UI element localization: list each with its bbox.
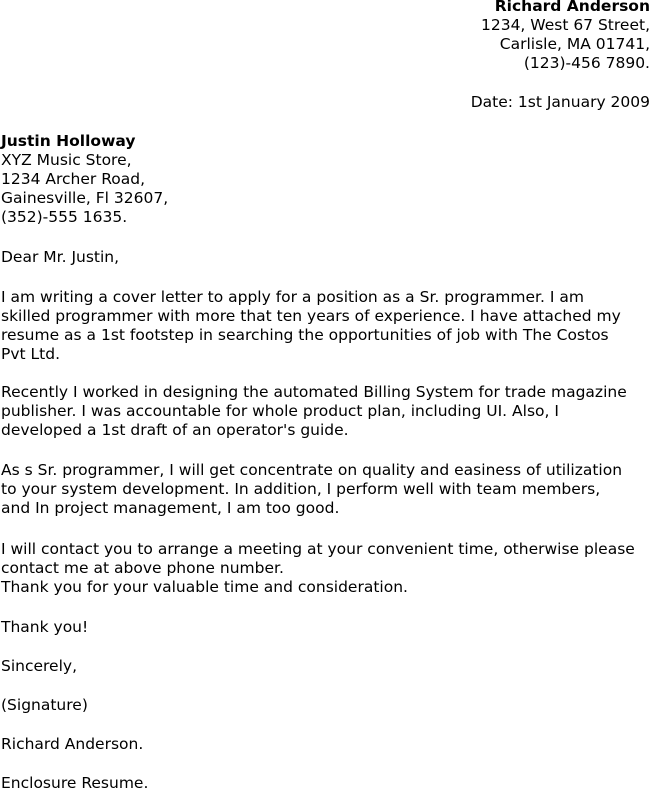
paragraph-line: Thank you for your valuable time and consideration.: [1, 578, 408, 596]
paragraph-line: developed a 1st draft of an operator's guide.: [1, 421, 349, 439]
paragraph-line: to your system development. In addition, I perform well with team members,: [1, 480, 601, 498]
recipient-name: Justin Holloway: [1, 132, 136, 150]
signoff-name: Richard Anderson.: [1, 735, 144, 753]
body-paragraph-4: [1, 540, 650, 597]
enclosure-note: Enclosure Resume.: [1, 774, 149, 792]
paragraph-line: Pvt Ltd.: [1, 345, 61, 363]
recipient-phone: (352)-555 1635.: [1, 208, 128, 226]
letter-date: Date: 1st January 2009: [470, 93, 650, 111]
body-paragraph-1: [1, 288, 650, 364]
paragraph-line: resume as a 1st footstep in searching the opportunities of job with The Costos: [1, 326, 609, 344]
sender-address-line1: 1234, West 67 Street,: [480, 16, 650, 34]
paragraph-line: skilled programmer with more that ten years of experience. I have attached my: [1, 307, 621, 325]
sender-name: Richard Anderson: [494, 0, 650, 15]
sender-phone: (123)-456 7890.: [523, 54, 650, 72]
sender-address-line2: Carlisle, MA 01741,: [499, 35, 650, 53]
paragraph-line: Recently I worked in designing the automated Billing System for trade magazine: [1, 383, 627, 401]
paragraph-line: I will contact you to arrange a meeting at your convenient time, otherwise please: [1, 540, 635, 558]
recipient-address-line1: 1234 Archer Road,: [1, 170, 146, 188]
thanks-line: Thank you!: [1, 618, 89, 636]
recipient-company: XYZ Music Store,: [1, 151, 132, 169]
paragraph-line: contact me at above phone number.: [1, 559, 284, 577]
paragraph-line: As s Sr. programmer, I will get concentrate on quality and easiness of utilization: [1, 461, 623, 479]
closing: Sincerely,: [1, 657, 78, 675]
paragraph-line: and In project management, I am too good.: [1, 499, 340, 517]
paragraph-line: I am writing a cover letter to apply for a position as a Sr. programmer. I am: [1, 288, 584, 306]
signature-placeholder: (Signature): [1, 696, 88, 714]
recipient-address-line2: Gainesville, Fl 32607,: [1, 189, 169, 207]
salutation: Dear Mr. Justin,: [1, 248, 120, 266]
paragraph-line: publisher. I was accountable for whole product plan, including UI. Also, I: [1, 402, 559, 420]
body-paragraph-2: [1, 383, 650, 440]
body-paragraph-3: [1, 461, 650, 518]
